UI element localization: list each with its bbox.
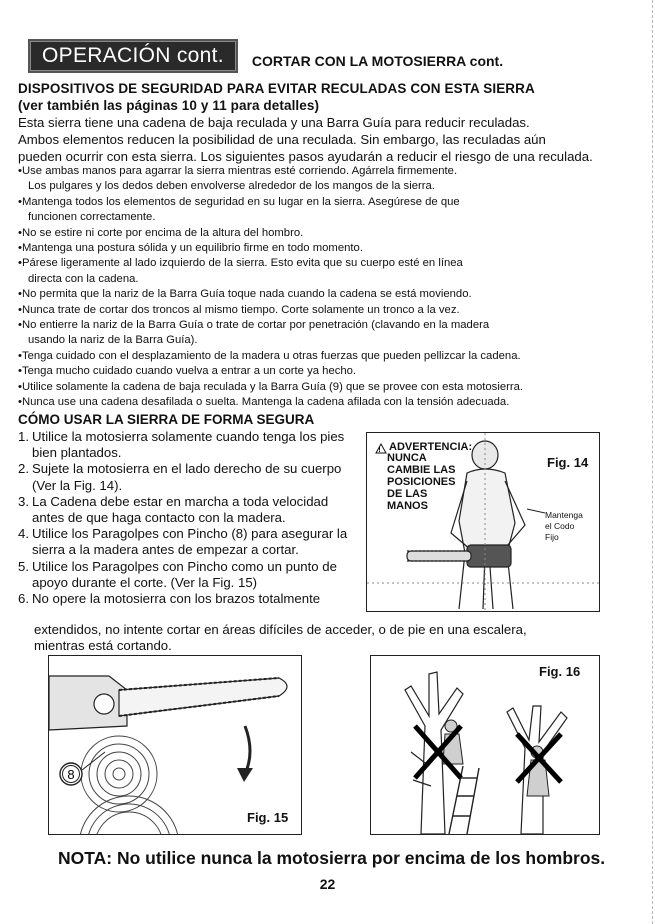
bullet-item: • No permita que la nariz de la Barra Guía toque nada cuando la cadena se está moviendo. <box>18 287 643 302</box>
header-title: CORTAR CON LA MOTOSIERRA cont. <box>251 53 504 69</box>
usage-steps <box>18 429 363 607</box>
bullet-item: • Mantenga todos los elementos de seguridad en su lugar en la sierra. Asegúrese de que <box>18 195 643 210</box>
fig16-label: Fig. 16 <box>539 664 581 679</box>
usage-heading: CÓMO USAR LA SIERRA DE FORMA SEGURA <box>18 412 315 427</box>
bullet-item: • Nunca use una cadena desafilada o suelta. Mantenga la cadena afilada con la tensión adecuada. <box>18 395 643 410</box>
warning-line: NUNCA <box>387 452 427 464</box>
note-line: el Codo <box>545 521 575 531</box>
warning-text <box>387 452 477 512</box>
bullet-item-cont <box>18 179 643 194</box>
no-overhead-cutting-illustration <box>371 656 599 834</box>
intro-line: Esta sierra tiene una cadena de baja reculada y una Barra Guía para reducir reculadas. <box>18 115 530 130</box>
section-banner: OPERACIÓN cont. <box>28 39 238 73</box>
warning-line: DE LAS <box>387 488 428 500</box>
warning-line: MANOS <box>387 500 428 512</box>
step-number: 1. <box>18 429 29 444</box>
bullet-item: • Nunca trate de cortar dos troncos al mismo tiempo. Corte solamente un tronco a la vez. <box>18 303 643 318</box>
step-number: 2. <box>18 461 29 477</box>
bullet-item: • Use ambas manos para agarrar la sierra mientras esté corriendo. Agárrela firmemente. <box>18 164 643 179</box>
step-number: 5. <box>18 558 29 574</box>
bullet-item-cont <box>18 210 643 225</box>
note-line: Mantenga <box>545 510 583 520</box>
page-header <box>28 40 503 72</box>
bullet-text: usando la nariz de la Barra Guía). <box>28 334 198 347</box>
bullet-item: • No se estire ni corte por encima de la altura del hombro. <box>18 226 643 241</box>
step-item <box>18 494 363 526</box>
step-number: 6. <box>18 591 29 607</box>
figure-15 <box>48 655 302 835</box>
step-text: Utilice la motosierra solamente cuando tenga los pies bien plantados. <box>32 429 345 461</box>
note-line: Fijo <box>545 532 559 542</box>
step6-continuation <box>34 622 634 654</box>
bullet-text: Los pulgares y los dedos deben envolverse alrededor de los mangos de la sierra. <box>28 180 435 193</box>
bullet-item: • Utilice solamente la cadena de baja reculada y la Barra Guía (9) que se provee con esta motosierra. <box>18 380 643 395</box>
safety-bullets <box>18 164 643 411</box>
step-text: Sujete la motosierra en el lado derecho de su cuerpo (Ver la Fig. 14). <box>32 461 342 493</box>
bullet-text: directa con la cadena. <box>28 272 139 285</box>
step-text: Utilice los Paragolpes con Pincho como un punto de apoyo durante el corte. (Ver la Fig. 15) <box>32 558 337 590</box>
safety-subheading: (ver también las páginas 10 y 11 para detalles) <box>18 98 320 113</box>
figure-16 <box>370 655 600 835</box>
note-warning: NOTA: No utilice nunca la motosierra por encima de los hombros. <box>58 848 606 868</box>
fig15-label: Fig. 15 <box>247 810 289 825</box>
intro-line: Ambos elementos reducen la posibilidad de una reculada. Sin embargo, las reculadas aún <box>18 132 546 147</box>
step-text: No opere la motosierra con los brazos totalmente <box>32 591 321 607</box>
bullet-item: • Tenga mucho cuidado cuando vuelva a entrar a un corte ya hecho. <box>18 364 643 379</box>
step-item <box>18 591 363 607</box>
bullet-item: • Tenga cuidado con el desplazamiento de la madera u otras fuerzas que pueden pellizcar la cadena. <box>18 349 643 364</box>
page-edge <box>651 0 653 924</box>
figure-14 <box>366 432 600 612</box>
step-text-line: mientras está cortando. <box>34 638 172 654</box>
warning-title: ADVERTENCIA: <box>389 441 473 453</box>
bullet-text: funcionen correctamente. <box>28 211 156 224</box>
step-text: La Cadena debe estar en marcha a toda velocidad antes de que haga contacto con la madera. <box>32 493 329 526</box>
step-item <box>18 429 363 461</box>
bullet-item: • Párese ligeramente al lado izquierdo de la sierra. Esto evita que su cuerpo esté en línea <box>18 256 643 271</box>
bullet-item-cont <box>18 272 643 287</box>
bullet-item: • Mantenga una postura sólida y un equilibrio firme en todo momento. <box>18 241 643 256</box>
elbow-note <box>545 510 595 543</box>
step-item <box>18 461 363 493</box>
bullet-item-cont <box>18 333 643 348</box>
intro-line: pueden ocurrir con esta sierra. Los siguientes pasos ayudarán a reducir el riesgo de una reculada. <box>18 149 593 164</box>
bumper-spike-illustration <box>49 656 301 834</box>
warning-line: CAMBIE LAS <box>387 464 456 476</box>
intro-paragraph <box>18 114 643 165</box>
step-number: 4. <box>18 526 29 542</box>
step-text: Utilice los Paragolpes con Pincho (8) para asegurar la sierra a la madera antes de empezar a cortar. <box>32 526 348 558</box>
callout-number: 8 <box>67 767 75 782</box>
step-number: 3. <box>18 493 29 509</box>
step-item <box>18 559 363 591</box>
step-text-line: extendidos, no intente cortar en áreas difíciles de acceder, o de pie en una escalera, <box>34 622 527 637</box>
safety-heading: DISPOSITIVOS DE SEGURIDAD PARA EVITAR RECULADAS CON ESTA SIERRA <box>18 81 535 96</box>
step-item <box>18 526 363 558</box>
page-number: 22 <box>319 876 336 892</box>
warning-line: POSICIONES <box>387 476 456 488</box>
fig14-label: Fig. 14 <box>547 455 589 470</box>
bullet-item: • No entierre la nariz de la Barra Guía o trate de cortar por penetración (clavando en la madera <box>18 318 643 333</box>
warning-icon: ! <box>378 447 381 454</box>
